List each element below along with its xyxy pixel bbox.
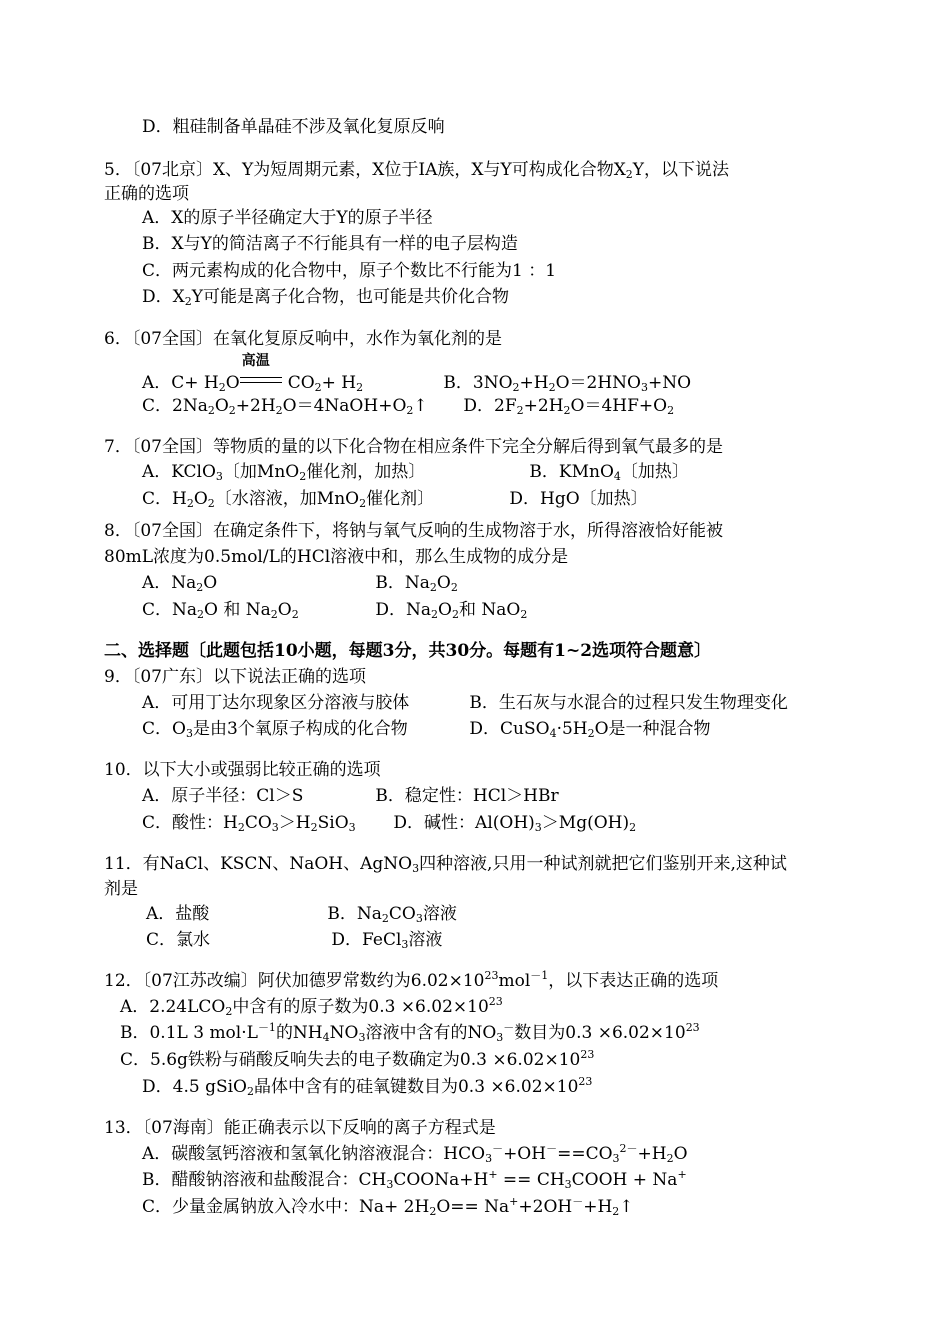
- q11-option-b: B．$Na_2CO_3$溶液: [327, 904, 457, 925]
- q9-option-b: B．生石灰与水混合的过程只发生物理变化: [469, 693, 788, 713]
- q9-option-c: C．$O_3$是由3个氧原子构成的化合物: [142, 719, 408, 740]
- q13-option-c: C．少量金属钠放入冷水中：$Na+ 2H_2O==$ $Na^++2OH^-+H_2↑$: [142, 1195, 634, 1218]
- q11-option-c: C．氯水: [146, 930, 211, 950]
- q11-options-ab: [146, 903, 457, 925]
- q12-option-d: D．4.5 gSiO$_2$晶体中含有的硅氧键数目为$0.3 \times 6.02\times 10^{23}$: [142, 1075, 593, 1098]
- q5-option-d: D．$X_2Y$可能是离子化合物，也可能是共价化合物: [142, 287, 509, 308]
- q6-option-b: B．$3NO_2+H_2O=2HNO_3+NO$: [443, 373, 692, 394]
- q8-option-b: B．$Na_2O_2$: [375, 573, 458, 594]
- q12-option-a: A．$2.24LCO_2$中含有的原子数为$0.3 \times 6.02\times 10^{23}$: [120, 995, 503, 1018]
- q11-option-a: A．盐酸: [146, 904, 210, 924]
- q5-stem-line1: 5．〔07北京〕X、Y为短周期元素，X位于IA族，X与Y可构成化合物$X_2Y$，以下说法: [104, 160, 730, 181]
- q7-option-b: B．KMnO$_4$〔加热〕: [529, 462, 689, 483]
- q13-option-b: B．醋酸钠溶液和盐酸混合：$CH_3COONa+H^+$ == $CH_3COOH + Na^+$: [142, 1168, 687, 1191]
- section-2-heading: 二、选择题〔此题包括10小题，每题3分，共30分。每题有1~2选项符合题意〕: [104, 641, 712, 661]
- q13-option-a: A．碳酸氢钙溶液和氢氧化钠溶液混合：$HCO_3^-+OH^-==CO_3^{2-}+H_2O$: [142, 1142, 688, 1165]
- q6-option-d: D．$2F_2+2H_2O=4HF+O_2$: [463, 396, 675, 417]
- q11-stem-line1: 11．有NaCl、KSCN、NaOH、AgNO$_3$四种溶液,只用一种试剂就把它们鉴别开来,这种试: [104, 854, 787, 875]
- q5-option-b: B．X与Y的简洁离子不行能具有一样的电子层构造: [142, 234, 518, 254]
- q6-option-c: C．$2Na_2O_2+2H_2O=4NaOH+O_2↑$: [142, 396, 428, 417]
- q9-option-a: A．可用丁达尔现象区分溶液与胶体: [142, 693, 410, 713]
- q10-option-d: D．碱性：$Al(OH)_3>Mg(OH)_2$: [393, 813, 637, 834]
- q4-option-d: D．粗硅制备单晶硅不涉及氧化复原反响: [142, 117, 445, 137]
- q10-option-a: A．原子半径：Cl＞S: [142, 786, 304, 806]
- q11-option-d: D．FeCl$_3$溶液: [331, 930, 443, 951]
- q7-options-ab: [142, 461, 689, 483]
- q9-options-ab: [142, 692, 788, 714]
- q6-options-cd: [142, 395, 674, 417]
- q10-stem: 10．以下大小或强弱比较正确的选项: [104, 760, 381, 780]
- q7-option-d: D．HgO〔加热〕: [509, 489, 648, 509]
- q8-stem-line1: 8．〔07全国〕在确定条件下，将钠与氧气反响的生成物溶于水，所得溶液恰好能被: [104, 521, 723, 541]
- q7-stem: 7．〔07全国〕等物质的量的以下化合物在相应条件下完全分解后得到氧气最多的是: [104, 437, 723, 457]
- q9-option-d: D．$CuSO_4\cdot 5H_2O$是一种混合物: [469, 719, 711, 740]
- q8-option-c: C．$Na_2O$ 和 $Na_2O_2$: [142, 600, 299, 621]
- q10-option-b: B．稳定性：HCl＞HBr: [375, 786, 559, 806]
- q12-stem: 12．〔07江苏改编〕阿伏加德罗常数约为$6.02\times 10^{23}mol^{-1}$，以下表达正确的选项: [104, 969, 719, 991]
- q10-options-cd: [142, 812, 636, 834]
- q12-option-b: B．0.1L 3 $mol\cdot L^{-1}$的$NH_4NO_3$溶液中含有的$NO_3^-$数目为$0.3 \times 6.02\times 10^{23}$: [120, 1021, 700, 1044]
- q10-options-ab: [142, 785, 559, 807]
- q5-stem-line2: 正确的选项: [104, 184, 189, 204]
- q5-option-a: A．X的原子半径确定大于Y的原子半径: [142, 208, 433, 228]
- q6-options-ab: [142, 353, 692, 394]
- q12-option-c: C．5.6g铁粉与硝酸反响失去的电子数确定为$0.3 \times 6.02\times 10^{23}$: [120, 1048, 595, 1070]
- q8-options-cd: [142, 599, 527, 621]
- q8-option-a: A．$Na_2O$: [142, 573, 218, 594]
- q5-option-c: C．两元素构成的化合物中，原子个数比不行能为1 ：1: [142, 261, 557, 281]
- q8-option-d: D．$Na_2O_2$和 NaO$_2$: [375, 600, 528, 621]
- q13-stem: 13．〔07海南〕能正确表示以下反响的离子方程式是: [104, 1118, 496, 1138]
- q7-options-cd: [142, 488, 648, 510]
- q8-stem-line2: 80mL浓度为0.5mol/L的HCl溶液中和，那么生成物的成分是: [104, 547, 569, 567]
- heating-condition-sign: 高温: [240, 368, 284, 390]
- q8-options-ab: [142, 572, 458, 594]
- q11-options-cd: [146, 929, 442, 951]
- q11-stem-line2: 剂是: [104, 879, 138, 899]
- q9-stem: 9．〔07广东〕以下说法正确的选项: [104, 667, 366, 687]
- q7-option-a: A．KClO$_3$〔加MnO$_2$催化剂，加热〕: [142, 462, 426, 483]
- q7-option-c: C．$H_2O_2$〔水溶液，加MnO$_2$催化剂〕: [142, 489, 435, 510]
- q10-option-c: C．酸性：$H_2CO_3>H_2SiO_3$: [142, 813, 356, 834]
- q9-options-cd: [142, 718, 711, 740]
- q6-stem: 6．〔07全国〕在氧化复原反响中，水作为氧化剂的是: [104, 329, 502, 349]
- q6-option-a: A．$C+ H_2O$ 高温 $CO_2+ H_2$: [142, 353, 364, 394]
